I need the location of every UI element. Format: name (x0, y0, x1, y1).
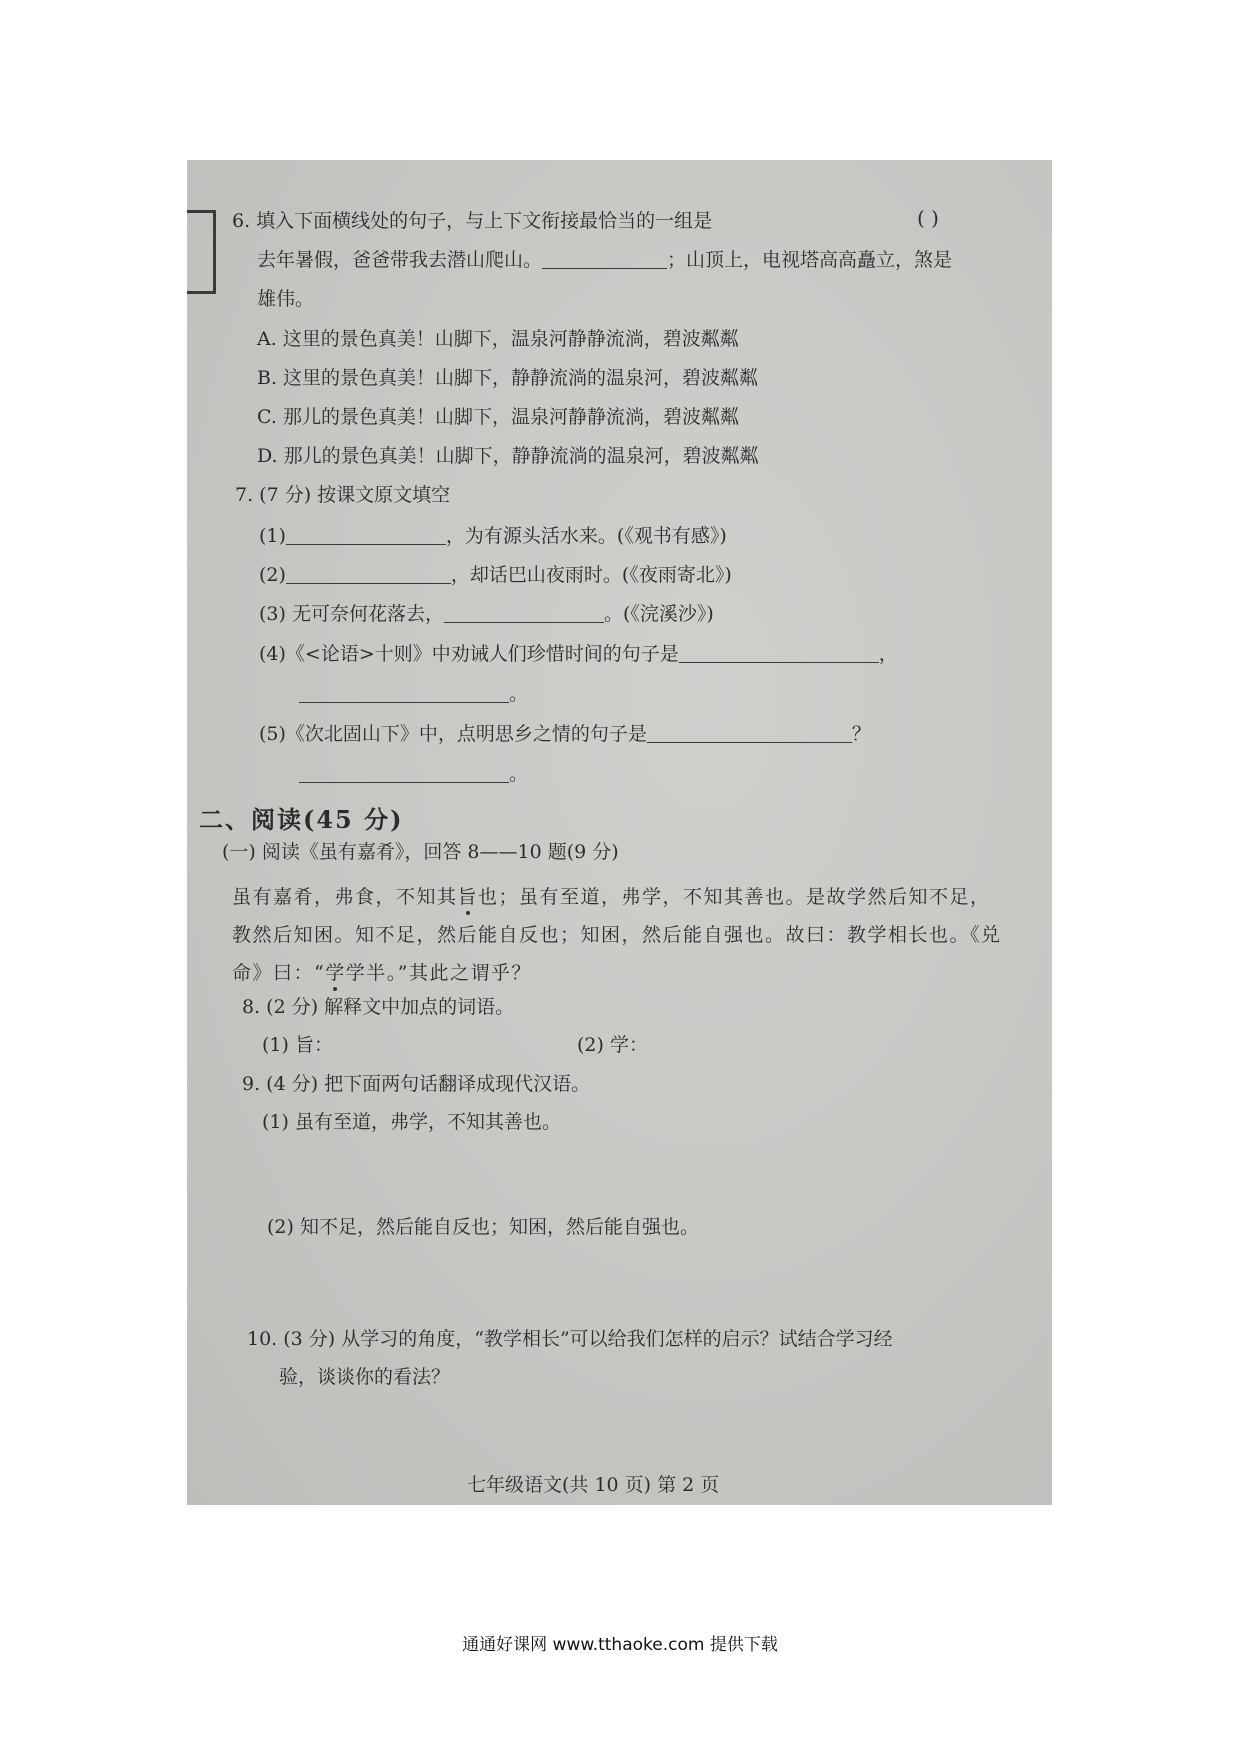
q7-item-2: (2) ，却话巴山夜雨时。(《夜雨寄北》) (259, 564, 732, 586)
passage-line-1: 虽有嘉肴，弗食，不知其旨也；虽有至道，弗学，不知其善也。是故学然后知不足， (232, 886, 991, 908)
reading-subheading: (一) 阅读《虽有嘉肴》，回答 8——10 题(9 分) (222, 841, 619, 863)
q6-option-d: D. 那儿的景色真美！山脚下，静静流淌的温泉河，碧波粼粼 (257, 445, 759, 467)
q6-stem: 6. 填入下面横线处的句子，与上下文衔接最恰当的一组是 (232, 210, 713, 232)
q7-blank-4a (679, 644, 879, 663)
q7-blank-5b (299, 764, 509, 783)
q6-blank (542, 250, 667, 269)
q7-item-5-cont: 。 (299, 764, 528, 784)
passage-line-2: 教然后知困。知不足，然后能自反也；知困，然后能自强也。故曰：教学相长也。《兑 (232, 924, 1002, 946)
q7-item-3: (3) 无可奈何花落去， 。(《浣溪沙》) (259, 603, 714, 625)
q6-option-c: C. 那儿的景色真美！山脚下，温泉河静静流淌，碧波粼粼 (257, 406, 739, 428)
scanned-exam-page (187, 160, 1052, 1505)
q7-blank-1 (286, 526, 446, 545)
section-2-heading: 二、阅读(45 分) (199, 805, 404, 834)
q7-blank-3 (444, 604, 604, 623)
q7-item-1: (1) ，为有源头活水来。(《观书有感》) (259, 525, 727, 547)
q7-blank-2 (286, 565, 451, 584)
q8-stem: 8. (2 分) 解释文中加点的词语。 (242, 996, 515, 1018)
dotted-word-zhi: 旨 (457, 886, 479, 908)
q10-stem-cont: 验，谈谈你的看法？ (279, 1366, 451, 1388)
q6-option-a: A. 这里的景色真美！山脚下，温泉河静静流淌，碧波粼粼 (257, 328, 739, 350)
dotted-word-xue: 学 (325, 962, 346, 984)
site-footer: 通通好课网 www.tthaoke.com 提供下载 (462, 1635, 778, 1655)
q7-item-4: (4)《<论语>十则》中劝诫人们珍惜时间的句子是 ， (259, 643, 898, 665)
q6-context-b: ；山顶上，电视塔高高矗立，煞是 (667, 249, 953, 271)
page-footer: 七年级语文(共 10 页) 第 2 页 (467, 1474, 720, 1496)
q8-item-2: (2) 学： (577, 1034, 648, 1056)
q7-item-5: (5)《次北固山下》中，点明思乡之情的句子是 ？ (259, 723, 871, 745)
q9-stem: 9. (4 分) 把下面两句话翻译成现代汉语。 (242, 1073, 591, 1095)
q9-item-2: (2) 知不足，然后能自反也；知困，然后能自强也。 (267, 1216, 699, 1238)
q7-stem: 7. (7 分) 按课文原文填空 (235, 484, 451, 506)
q7-item-4-cont: 。 (299, 684, 528, 704)
score-box (187, 210, 216, 294)
q7-blank-4b (299, 684, 509, 703)
q10-stem: 10. (3 分) 从学习的角度，“教学相长”可以给我们怎样的启示？试结合学习经 (247, 1328, 893, 1350)
passage-line-3: 命》曰：“学学半。”其此之谓乎？ (232, 962, 532, 984)
q8-item-1: (1) 旨： (262, 1034, 333, 1056)
q6-context-line (257, 250, 952, 270)
q7-blank-5a (647, 724, 852, 743)
q9-item-1: (1) 虽有至道，弗学，不知其善也。 (262, 1111, 561, 1133)
q6-option-b: B. 这里的景色真美！山脚下，静静流淌的温泉河，碧波粼粼 (257, 367, 759, 389)
q6-answer-paren: ( ) (917, 206, 939, 230)
q6-context-end: 雄伟。 (257, 288, 315, 310)
q6-context-a: 去年暑假，爸爸带我去潜山爬山。 (257, 249, 543, 271)
